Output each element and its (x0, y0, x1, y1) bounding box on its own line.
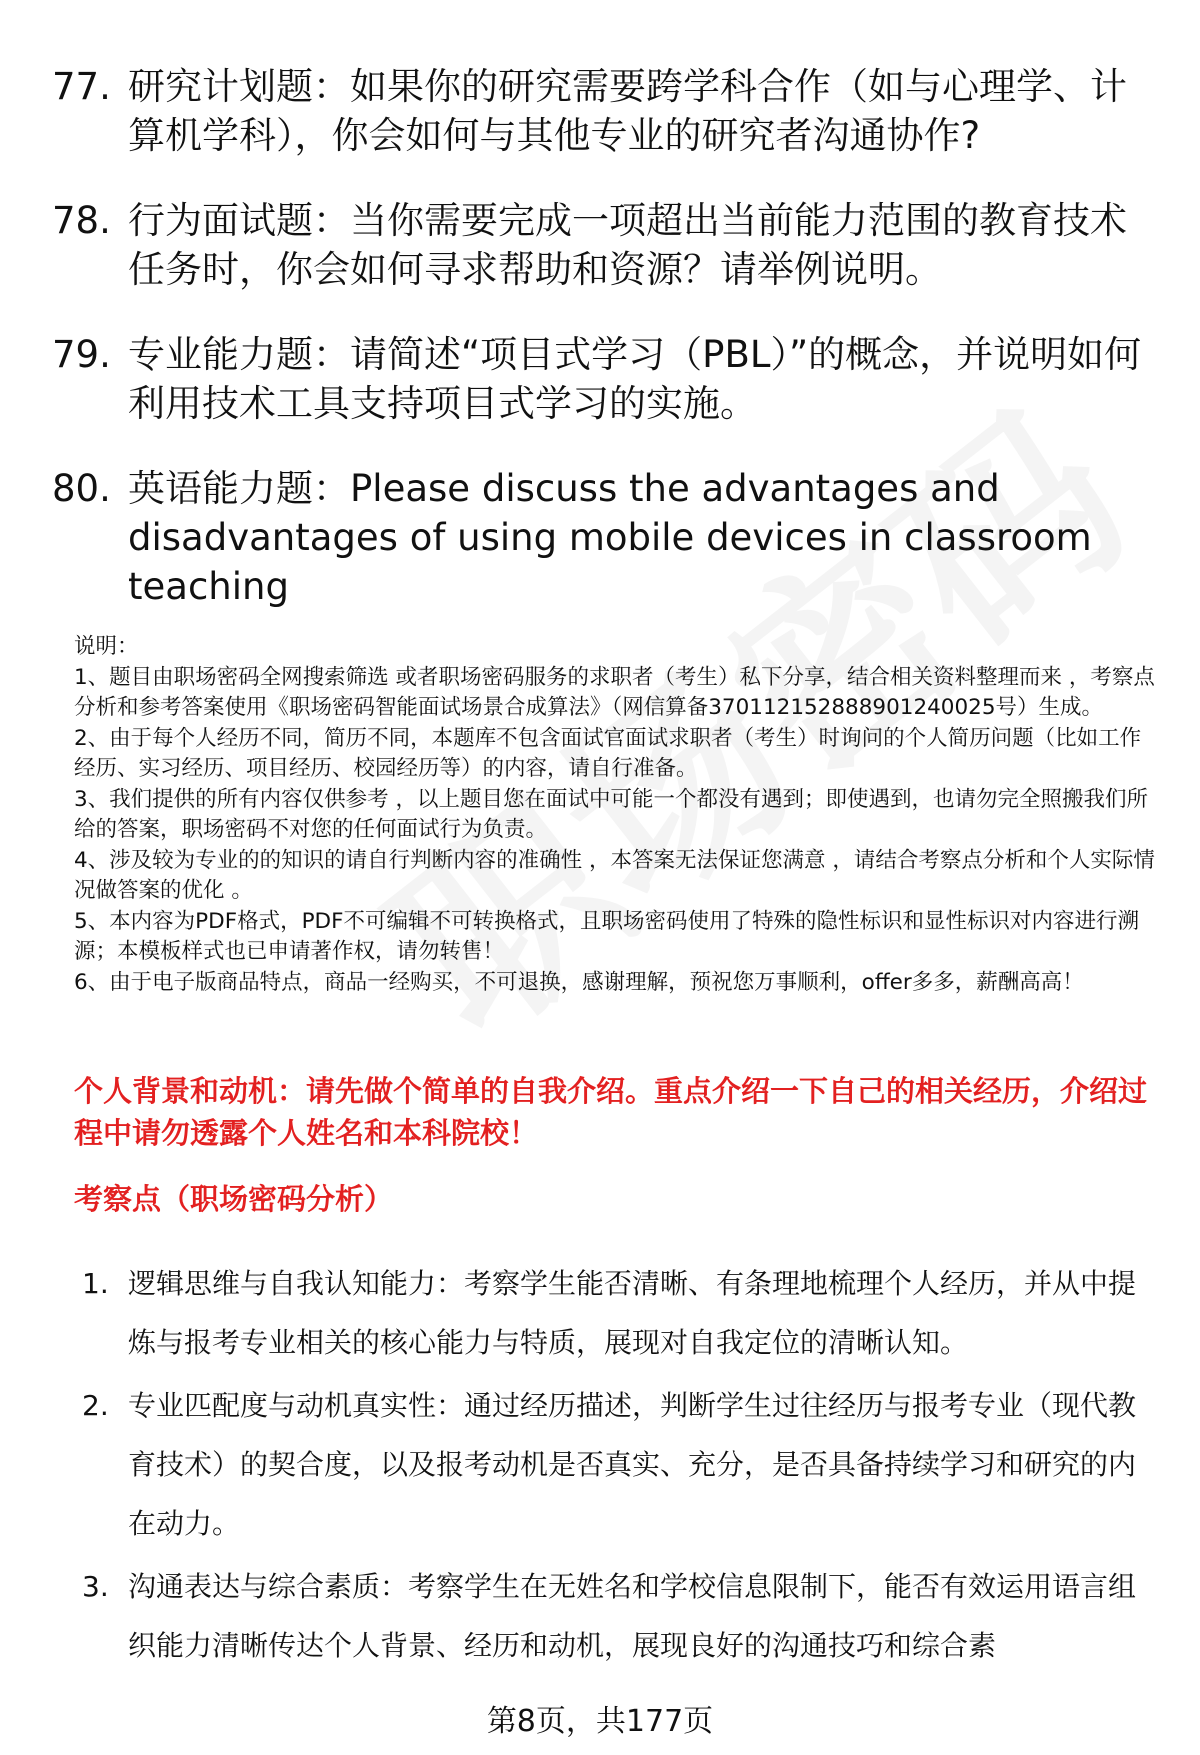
point-text: 沟通表达与综合素质：考察学生在无姓名和学校信息限制下，能否有效运用语言组织能力清晰传达个人背景、经历和动机，展现良好的沟通技巧和综合素 (128, 1570, 1137, 1662)
question-item (52, 196, 1152, 294)
list-item (82, 1376, 1162, 1553)
question-item (52, 62, 1152, 160)
question-number: 77. (52, 65, 111, 108)
note-item: 5、本内容为PDF格式，PDF不可编辑不可转换格式，且职场密码使用了特殊的隐性标识和显性标识对内容进行溯源；本模板样式也已申请著作权，请勿转售！ (74, 908, 1139, 964)
question-number: 79. (52, 333, 111, 376)
point-number: 2. (82, 1389, 109, 1422)
point-number: 3. (82, 1570, 109, 1603)
notes-section (74, 632, 1159, 998)
list-item (82, 1557, 1162, 1675)
note-item: 1、题目由职场密码全网搜索筛选 或者职场密码服务的求职者（考生）私下分享，结合相关资料整理而来 ，考察点分析和参考答案使用《职场密码智能面试场景合成算法》（网信算备370112152888901240025号）生成。 (74, 664, 1155, 720)
question-item (52, 330, 1152, 428)
question-text: 行为面试题：当你需要完成一项超出当前能力范围的教育技术任务时，你会如何寻求帮助和资源？请举例说明。 (128, 199, 1127, 291)
question-list (52, 62, 1152, 647)
assessment-points-list (82, 1254, 1162, 1679)
question-item (52, 464, 1152, 611)
note-item: 3、我们提供的所有内容仅供参考 ，以上题目您在面试中可能一个都没有遇到；即使遇到，也请勿完全照搬我们所给的答案，职场密码不对您的任何面试行为负责。 (74, 786, 1149, 842)
section-question-title: 个人背景和动机：请先做个简单的自我介绍。重点介绍一下自己的相关经历，介绍过程中请勿透露个人姓名和本科院校！ (74, 1074, 1148, 1150)
question-text: 英语能力题：Please discuss the advantages and disadvantages of using mobile devices in classroom teaching (128, 467, 1092, 608)
question-number: 78. (52, 199, 111, 242)
section-subtitle: 考察点（职场密码分析） (74, 1182, 394, 1216)
note-item: 6、由于电子版商品特点，商品一经购买，不可退换，感谢理解，预祝您万事顺利，offer多多，薪酬高高！ (74, 969, 1084, 995)
question-text: 专业能力题：请简述“项目式学习（PBL）”的概念，并说明如何利用技术工具支持项目式学习的实施。 (128, 333, 1142, 425)
list-item (82, 1254, 1162, 1372)
point-number: 1. (82, 1267, 109, 1300)
note-item: 4、涉及较为专业的的知识的请自行判断内容的准确性 ，本答案无法保证您满意 ，请结合考察点分析和个人实际情况做答案的优化 。 (74, 847, 1155, 903)
notes-heading: 说明： (74, 634, 139, 659)
question-number: 80. (52, 467, 111, 510)
point-text: 专业匹配度与动机真实性：通过经历描述，判断学生过往经历与报考专业（现代教育技术）的契合度，以及报考动机是否真实、充分，是否具备持续学习和研究的内在动力。 (128, 1389, 1137, 1540)
note-item: 2、由于每个人经历不同，简历不同，本题库不包含面试官面试求职者（考生）时询问的个人简历问题（比如工作经历、实习经历、项目经历、校园经历等）的内容，请自行准备。 (74, 725, 1142, 781)
page-number: 第8页，共177页 (486, 1704, 714, 1739)
point-text: 逻辑思维与自我认知能力：考察学生能否清晰、有条理地梳理个人经历，并从中提炼与报考专业相关的核心能力与特质，展现对自我定位的清晰认知。 (128, 1267, 1137, 1359)
question-text: 研究计划题：如果你的研究需要跨学科合作（如与心理学、计算机学科），你会如何与其他专业的研究者沟通协作? (128, 65, 1127, 157)
